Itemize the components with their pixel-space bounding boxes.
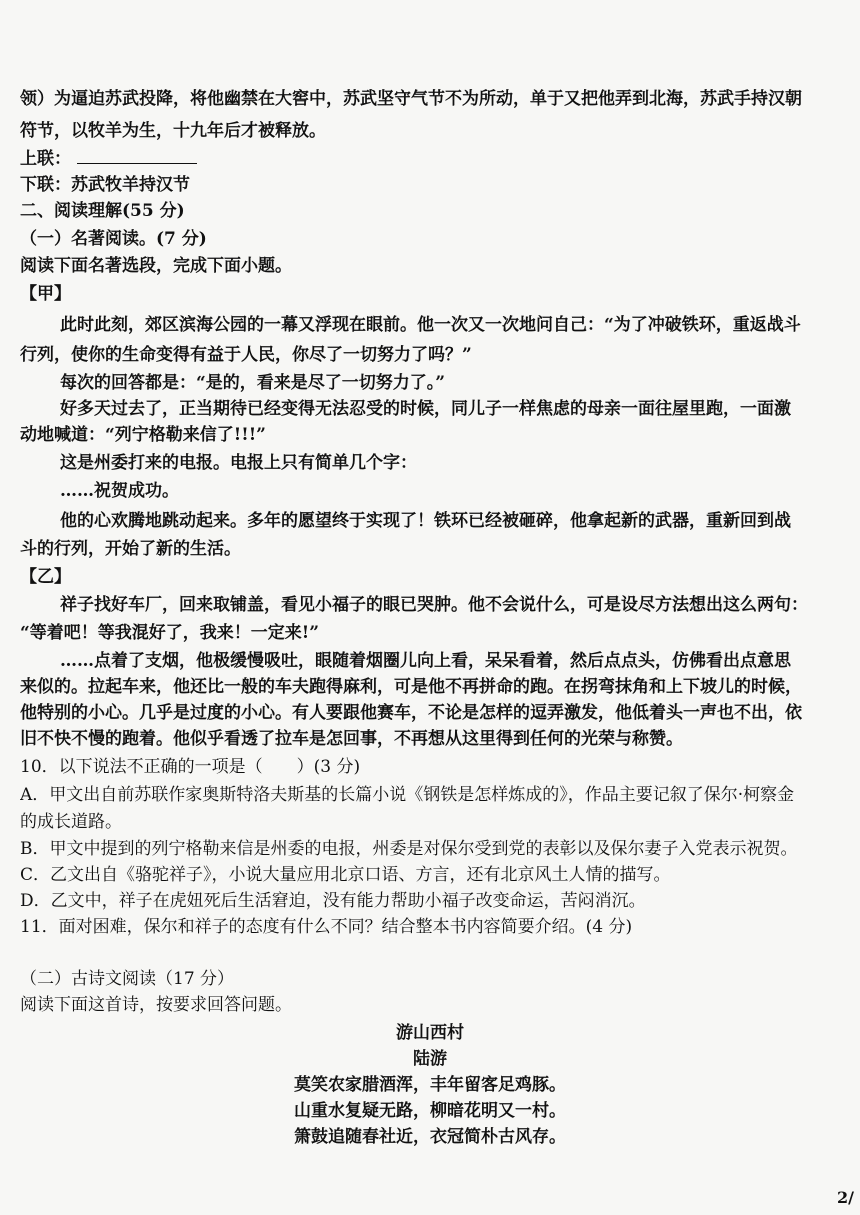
poem-title: 游山西村 xyxy=(396,1023,464,1043)
jia-paragraph-line: 动地喊道：“列宁格勒来信了!!!” xyxy=(20,425,266,445)
question-10-option: D．乙文中，祥子在虎妞死后生活窘迫，没有能力帮助小福子改变命运，苦闷消沉。 xyxy=(20,891,646,911)
answer-blank xyxy=(77,149,197,164)
yi-paragraph-line: “等着吧！等我混好了，我来！一定来!” xyxy=(20,623,320,643)
question-11: 11．面对困难，保尔和祥子的态度有什么不同？结合整本书内容简要介绍。(4 分) xyxy=(20,917,633,937)
part2-instruction: 阅读下面这首诗，按要求回答问题。 xyxy=(20,995,292,1015)
question-10-stem: 10．以下说法不正确的一项是（ ）(3 分) xyxy=(20,757,361,777)
yi-paragraph-line: 他特别的小心。几乎是过度的小心。有人要跟他赛车，不论是怎样的逗弄激发，他低着头一声也不出，依 xyxy=(20,703,802,723)
upper-couplet-label: 上联： xyxy=(20,149,71,169)
jia-paragraph-line: 斗的行列，开始了新的生活。 xyxy=(20,539,241,559)
jia-paragraph-line: ……祝贺成功。 xyxy=(60,481,179,501)
question-10-option: 的成长道路。 xyxy=(20,812,122,832)
yi-paragraph-line: 祥子找好车厂，回来取铺盖，看见小福子的眼已哭肿。他不会说什么，可是设尽方法想出这么两句： xyxy=(60,595,808,615)
yi-label: 【乙】 xyxy=(20,567,71,587)
part1-instruction: 阅读下面名著选段，完成下面小题。 xyxy=(20,256,292,276)
poem-line: 箫鼓追随春社近，衣冠简朴古风存。 xyxy=(294,1127,566,1147)
section-title: 二、阅读理解(55 分) xyxy=(20,201,185,221)
jia-label: 【甲】 xyxy=(20,284,71,304)
part1-title: （一）名著阅读。(7 分) xyxy=(20,229,207,249)
question-10-option: C．乙文出自《骆驼祥子》，小说大量应用北京口语、方言，还有北京风土人情的描写。 xyxy=(20,865,671,885)
intro-line-2: 符节，以牧羊为生，十九年后才被释放。 xyxy=(20,121,326,141)
part2-title: （二）古诗文阅读（17 分） xyxy=(20,969,235,989)
jia-paragraph-line: 行列，使你的生命变得有益于人民，你尽了一切努力了吗？” xyxy=(20,345,472,365)
poem-line: 山重水复疑无路，柳暗花明又一村。 xyxy=(294,1101,566,1121)
jia-paragraph-line: 这是州委打来的电报。电报上只有简单几个字： xyxy=(60,453,417,473)
yi-paragraph-line: 旧不快不慢的跑着。他似乎看透了拉车是怎回事，不再想从这里得到任何的光荣与称赞。 xyxy=(20,729,683,749)
jia-paragraph-line: 好多天过去了，正当期待已经变得无法忍受的时候，同儿子一样焦虑的母亲一面往屋里跑，一面激 xyxy=(60,399,791,419)
question-10-option: A．甲文出自前苏联作家奥斯特洛夫斯基的长篇小说《钢铁是怎样炼成的》，作品主要记叙了保尔·柯察金 xyxy=(20,785,795,805)
intro-line-1: 领）为逼迫苏武投降，将他幽禁在大窖中，苏武坚守气节不为所动，单于又把他弄到北海，苏武手持汉朝 xyxy=(20,89,802,109)
lower-couplet: 下联：苏武牧羊持汉节 xyxy=(20,175,190,195)
jia-paragraph-line: 此时此刻，郊区滨海公园的一幕又浮现在眼前。他一次又一次地问自己：“为了冲破铁环，重返战斗 xyxy=(60,315,801,335)
poem-author: 陆游 xyxy=(413,1049,447,1069)
jia-paragraph-line: 每次的回答都是：“是的，看来是尽了一切努力了。” xyxy=(60,373,446,393)
page-number: 2/ xyxy=(837,1188,854,1207)
jia-paragraph-line: 他的心欢腾地跳动起来。多年的愿望终于实现了！铁环已经被砸碎，他拿起新的武器，重新回到战 xyxy=(60,511,791,531)
question-10-option: B．甲文中提到的列宁格勒来信是州委的电报，州委是对保尔受到党的表彰以及保尔妻子入党表示祝贺。 xyxy=(20,839,798,859)
poem-line: 莫笑农家腊酒浑，丰年留客足鸡豚。 xyxy=(294,1075,566,1095)
yi-paragraph-line: 来似的。拉起车来，他还比一般的车夫跑得麻利，可是他不再拼命的跑。在拐弯抹角和上下坡儿的时候， xyxy=(20,677,802,697)
yi-paragraph-line: ……点着了支烟，他极缓慢吸吐，眼随着烟圈儿向上看，呆呆看着，然后点点头，仿佛看出点意思 xyxy=(60,651,791,671)
upper-couplet xyxy=(20,148,846,170)
